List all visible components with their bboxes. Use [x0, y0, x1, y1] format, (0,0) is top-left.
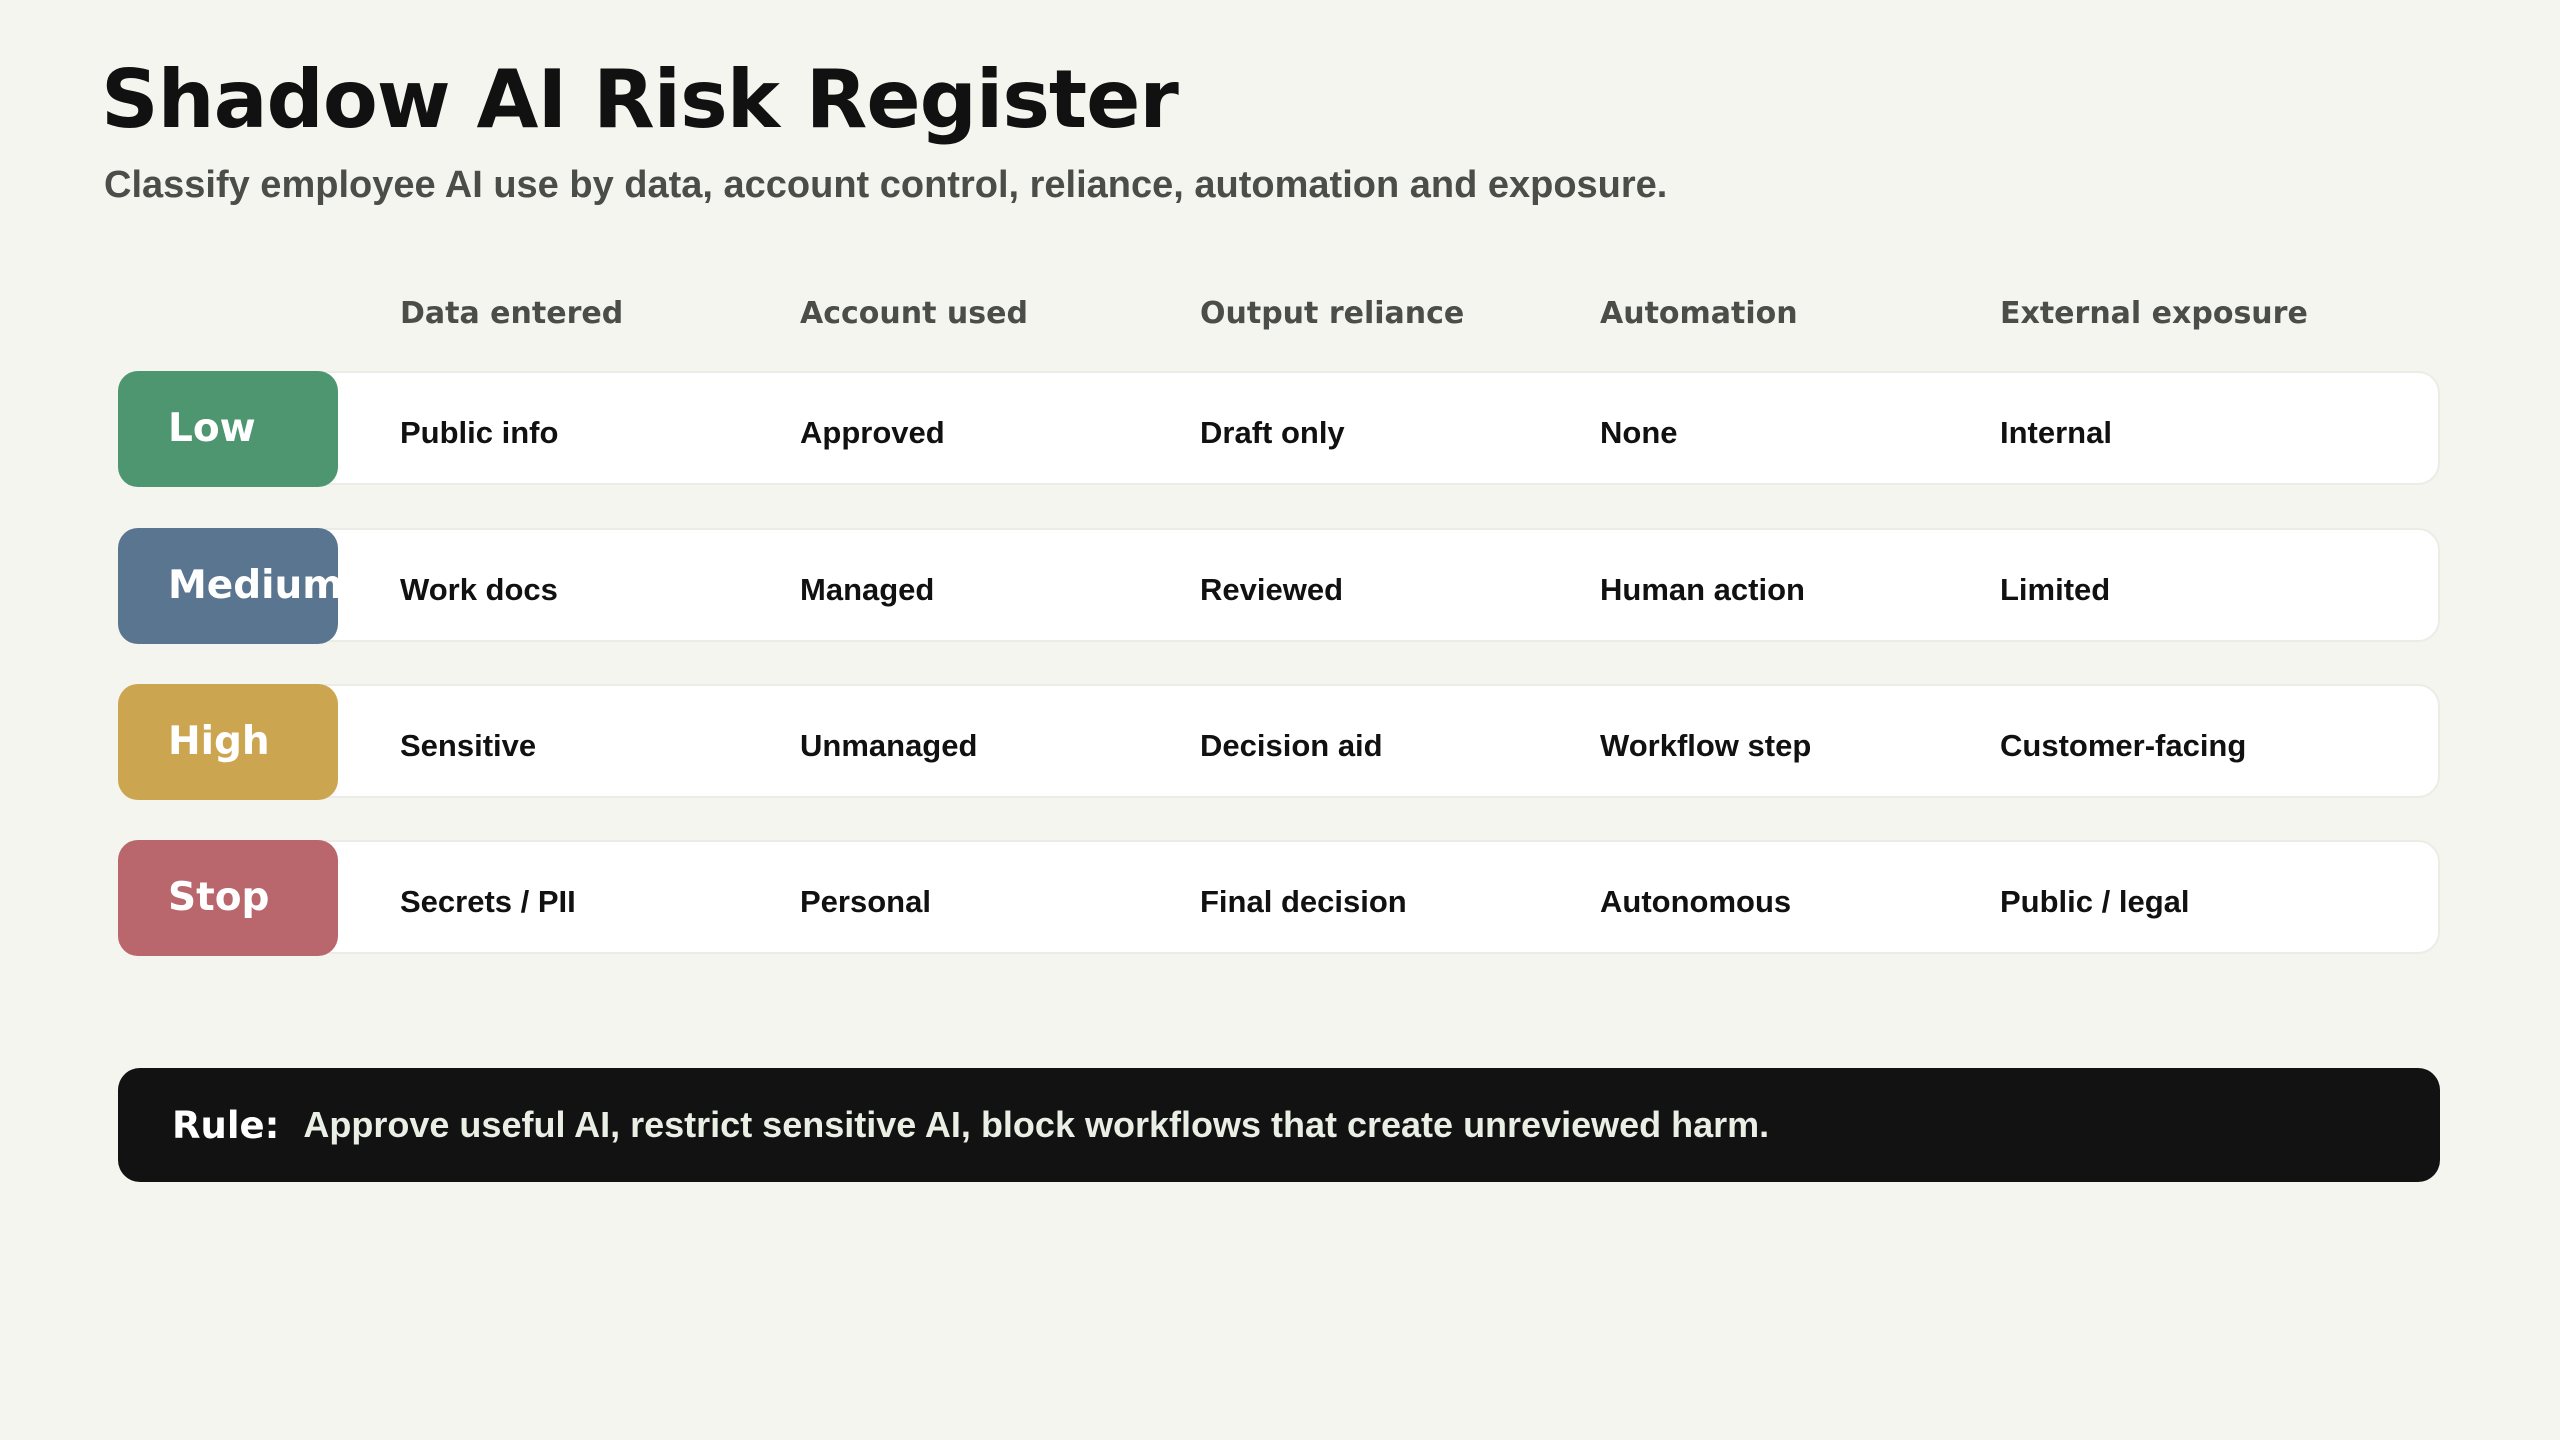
cell-account-used: Approved	[800, 415, 945, 450]
cell-data-entered: Public info	[400, 415, 559, 450]
cell-automation: Human action	[1600, 572, 1805, 607]
column-header-automation: Automation	[1600, 296, 1798, 331]
cell-output-reliance: Reviewed	[1200, 572, 1344, 607]
cell-data-entered: Secrets / PII	[400, 884, 576, 919]
cell-automation: Autonomous	[1600, 884, 1792, 919]
risk-level-badge-stop: Stop	[118, 840, 338, 956]
cell-automation: Workflow step	[1600, 728, 1812, 763]
risk-level-badge-medium: Medium	[118, 528, 338, 644]
risk-level-badge-high: High	[118, 684, 338, 800]
rule-callout	[118, 1068, 2440, 1182]
cell-external-exposure: Public / legal	[2000, 884, 2190, 919]
risk-level-badge-low: Low	[118, 371, 338, 487]
cell-output-reliance: Draft only	[1200, 415, 1345, 450]
cell-data-entered: Sensitive	[400, 728, 537, 763]
cell-external-exposure: Limited	[2000, 572, 2111, 607]
cell-account-used: Managed	[800, 572, 935, 607]
cell-output-reliance: Decision aid	[1200, 728, 1383, 763]
cell-external-exposure: Customer-facing	[2000, 728, 2247, 763]
rule-label: Rule:	[172, 1103, 280, 1147]
cell-data-entered: Work docs	[400, 572, 558, 607]
cell-account-used: Personal	[800, 884, 931, 919]
cell-external-exposure: Internal	[2000, 415, 2112, 450]
column-header-output-reliance: Output reliance	[1200, 296, 1465, 331]
cell-account-used: Unmanaged	[800, 728, 978, 763]
cell-automation: None	[1600, 415, 1678, 450]
column-header-data-entered: Data entered	[400, 296, 624, 331]
page-subtitle: Classify employee AI use by data, account control, reliance, automation and exposure.	[104, 164, 1668, 206]
page-title: Shadow AI Risk Register	[101, 53, 1178, 146]
cell-output-reliance: Final decision	[1200, 884, 1407, 919]
column-header-account-used: Account used	[800, 296, 1028, 331]
rule-text: Approve useful AI, restrict sensitive AI, block workflows that create unreviewed harm.	[303, 1104, 1770, 1145]
column-header-external-exposure: External exposure	[2000, 296, 2308, 331]
